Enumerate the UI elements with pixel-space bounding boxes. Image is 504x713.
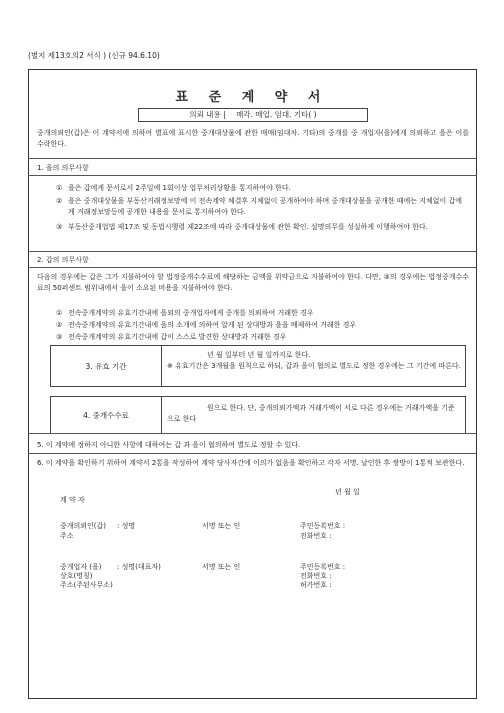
validity-dates: 년 월 일부터 년 월 일까지로 한다. xyxy=(207,351,311,359)
item-number: ③ xyxy=(56,333,63,341)
divider xyxy=(28,158,477,159)
broker-name-label: : 성명(대표자) xyxy=(117,563,161,571)
divider xyxy=(28,175,477,176)
section-1-heading: 1. 을의 의무사항 xyxy=(37,164,89,172)
item-number: ① xyxy=(56,184,63,192)
client-sign-label: 서명 또는 인 xyxy=(202,522,241,530)
intro-paragraph: 중개의뢰인(갑)은 이 계약서에 의하여 별표에 표시한 중개대상물에 관한 매매(임대차. 기타)의 중개를 중 개업자(을)에게 의뢰하고 을은 이를 수락한다. xyxy=(37,129,469,148)
divider xyxy=(28,453,477,454)
item-text: 을은 중개대상물을 부동산거래정보망에 이 전속계약 체결후 지체없이 공개하여야 하며 중개대상물을 공개한 때에는 지체없이 갑에게 거래정보망등에 공개한 내용을 문서로 통지하여야 한다. xyxy=(68,197,463,216)
item-number: ② xyxy=(56,321,63,329)
client-id-label: 주민등록번호 : xyxy=(300,522,346,530)
validity-content xyxy=(167,350,461,372)
client-role: 중개의뢰인(갑) xyxy=(60,522,107,530)
item-number: ① xyxy=(56,309,63,317)
divider xyxy=(28,433,477,434)
item-text: 전속중개계약의 유효기간내에 갑이 스스로 발견한 상대방과 거래한 경우 xyxy=(68,333,287,341)
broker-role: 중개업자 (을) xyxy=(60,563,102,571)
client-name-label: : 성명 xyxy=(117,522,136,530)
broker-trade-name-label: 상호(명칭) xyxy=(60,572,93,580)
item-text: 부동산중개업법 제17조 및 동법시행령 제22조에 따라 중개대상물에 관한 확인. 설명의무를 성실하게 이행하여야 한다. xyxy=(68,223,429,231)
section-2-heading: 2. 갑의 의무사항 xyxy=(37,256,89,264)
clause-5: 5. 이 계약에 정하지 아니한 사항에 대하여는 갑 과 을이 협의하여 별도로 정할 수 있다. xyxy=(37,441,301,449)
document-title: 표 준 계 약 서 xyxy=(175,90,329,105)
divider xyxy=(28,267,477,268)
commission-label: 4. 중개수수료 xyxy=(51,397,162,433)
parties-heading: 계 약 자 xyxy=(60,496,85,504)
scope-options: 매각. 매입. 임대. 기타( ) xyxy=(236,110,317,119)
broker-sign-label: 서명 또는 인 xyxy=(202,563,241,571)
scope-label: 의뢰 내용 | xyxy=(189,110,226,119)
section-1-item xyxy=(56,183,468,194)
commission-text: 원으로 한다. 단, 중개의뢰가액과 거래가액이 서로 다른 경우에는 거래가액을 기준으로 한다 xyxy=(167,404,455,423)
contract-date: 년 월 일 xyxy=(335,488,360,496)
broker-id-label: 주민등록번호 : xyxy=(300,563,346,571)
client-phone-label: 전화번호 : xyxy=(300,532,332,540)
clause-6: 6. 이 계약을 확인하기 위하여 계약서 2통을 작성하여 계약 당사자간에 이의가 없음을 확인하고 각자 서명. 날인한 후 쌍방이 1통씩 보관한다. xyxy=(37,459,465,467)
broker-license-label: 허가번호 : xyxy=(300,581,332,589)
broker-phone-label: 전화번호 : xyxy=(300,572,332,580)
section-1-item xyxy=(56,196,468,218)
divider xyxy=(28,251,477,252)
item-text: 전속중개계약의 유효기간내에 을외의 중개업자에게 중개를 의뢰하여 거래한 경우 xyxy=(68,309,314,317)
item-text: 전속중개계약의 유효기간내에 을의 소개에 의하여 알게 된 상대방과 을을 배제하여 거래한 경우 xyxy=(68,321,357,329)
section-1-item xyxy=(56,222,468,244)
validity-note: ※ 유효기간은 3개월을 원칙으로 하되, 갑과 을이 협의로 별도로 정한 경우에는 그 기간에 따른다. xyxy=(167,362,461,370)
form-number: (별지 제13호의2 서식 ) (신규 94.6.10) xyxy=(28,51,160,60)
client-address-label: 주소 xyxy=(60,532,74,540)
commission-row xyxy=(50,396,466,434)
validity-label: 3. 유효 기간 xyxy=(51,346,162,386)
item-text: 을은 갑에게 문서로서 2주일에 1회이상 업무처리상황을 통지하여야 한다. xyxy=(68,184,291,192)
item-number: ② xyxy=(56,197,63,205)
section-2-intro: 다음의 경우에는 갑은 그가 지불하여야 할 법정중개수수료에 해당하는 금액을 위약금으로 지불하여야 한다. 다만, ③의 경우에는 법정중개수수료의 50퍼센트 범위내에서 을이 소요된 비용을 지불하여야 한다. xyxy=(37,273,469,292)
scope-box xyxy=(138,108,368,122)
broker-address-label: 주소(주된사무소) xyxy=(60,581,113,589)
item-number: ③ xyxy=(56,223,63,231)
validity-period-row xyxy=(50,345,466,387)
